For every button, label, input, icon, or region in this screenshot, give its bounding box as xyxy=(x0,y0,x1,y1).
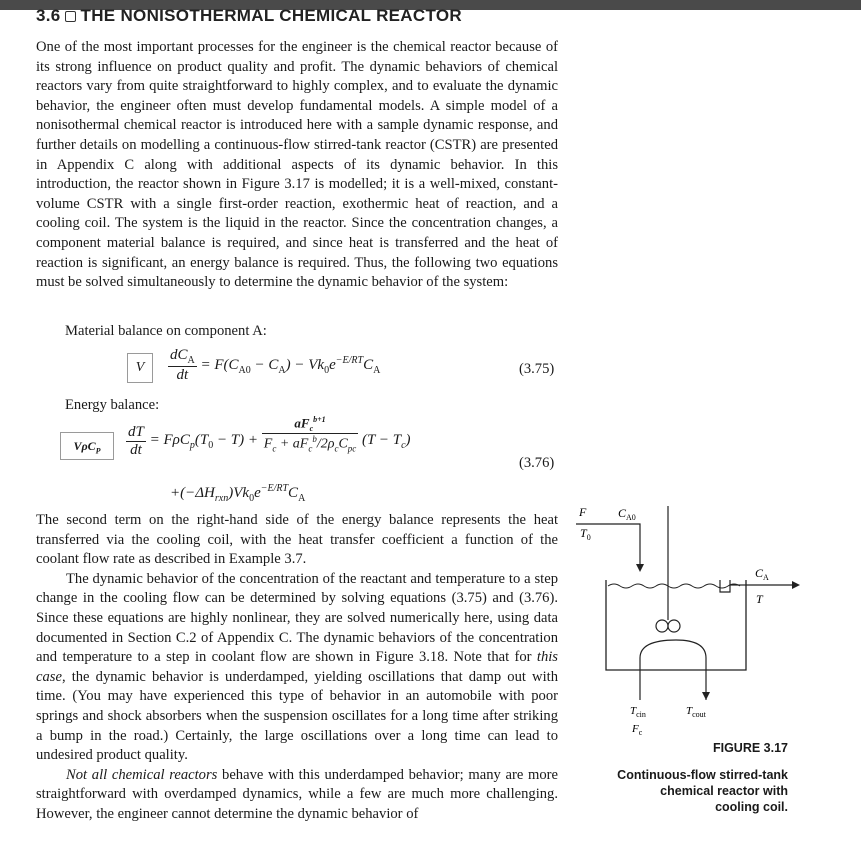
coolant-out-temp-label: $T_{cout}$ xyxy=(686,705,706,719)
intro-paragraph xyxy=(36,38,558,293)
section-heading xyxy=(36,6,462,26)
section-number: 3.6 xyxy=(36,6,61,25)
section-title: THE NONISOTHERMAL CHEMICAL REACTOR xyxy=(80,6,462,25)
dynamics-paragraph: The dynamic behavior of the concentration of the reactant and temperature to a step change in the cooling flow can be determined by solving equations (3.75) and (3.76). Since these equations are highly nonlinear, they are solved numerically here, using data documented in Section C.2 of Appendix C. The dynamic behaviors of the concentration and temperature to a step in coolant flow are shown in Figure 3.18. Note that for this case, the dynamic behavior is underdamped, yielding oscillations that damp out with time. (You may have experienced this type of behavior in an automobile with poor springs and shock absorbers when the suspension oscillates for a long time after striking a bump in the road.) Certainly, the large oscillations over a long time can lead to undesired product quality. xyxy=(36,570,558,764)
figure-caption xyxy=(598,767,788,815)
eq-3-76-coil-fraction: $\frac{aF_c^{b+1}}{F_c + aF_c^b/2\rho_cC_{pc}}$ xyxy=(263,415,357,454)
eq-3-76-capacity-box: VρC$_P$ xyxy=(60,432,114,460)
coolant-out-arrow-icon xyxy=(702,692,710,700)
eq-3-76: $\frac{dT}{dt}$ = $F\rho C_p(T_0 - T)$ + $\frac{aF_c^{b+1}}{F_c + aF_c^b/2\rho_cC_{pc}}$ $(T - T_c)$ xyxy=(128,415,411,458)
intro-text: One of the most important processes for the engineer is the chemical reactor because of its strong influence on product quality and profit. The dynamic behaviors of chemical reactors vary from quite straightforward to highly complex, and to evaluate the dynamic behavior, the engineer often must develop fundamental models. A simple model of a nonisothermal chemical reactor is introduced here with a sample dynamic response, and further details on modelling a continuous-flow stirred-tank reactor (CSTR) are presented in Appendix C along with additional aspects of its dynamic behavior. In this introduction, the reactor shown in Figure 3.17 is modelled; it is a well-mixed, constant-volume CSTR with a single first-order reaction, exothermic heat of reaction, and a cooling coil. The system is the liquid in the reactor. Since the concentration changes, a component material balance is required, and since heat is transferred and the heat of reaction is significant, an energy balance is required. Thus, the following two equations must be solved simultaneously to determine the dynamic behavior of the system: xyxy=(36,39,558,291)
eq-3-75-derivative: $\frac{dC_A}{dt}$ xyxy=(170,347,195,383)
material-balance-label: Material balance on component A: xyxy=(65,323,267,339)
body-paragraphs xyxy=(36,511,558,825)
eq-3-75-volume-box: V xyxy=(127,353,153,383)
coolant-flow-label: $F_c$ xyxy=(632,723,643,737)
feed-flow-label: F xyxy=(579,505,587,519)
eq-3-75-number: (3.75) xyxy=(519,361,555,377)
outlet-arrow-icon xyxy=(792,581,800,589)
coil-paragraph: The second term on the right-hand side of the energy balance represents the heat transferred via the cooling coil, with the heat transfer coefficient a function of the coolant flow rate as described in Example 3.7. xyxy=(36,512,558,568)
cstr-diagram xyxy=(570,500,810,750)
eq-3-76-derivative: $\frac{dT}{dt}$ xyxy=(128,424,144,458)
energy-balance-label: Energy balance: xyxy=(65,397,160,413)
feed-conc-label: $C_{A0}$ xyxy=(618,506,636,522)
eq-3-76-number: (3.76) xyxy=(519,455,555,471)
outlet-conc-label: $C_A$ xyxy=(755,566,769,582)
figure-caption-line-1: Continuous-flow stirred-tank xyxy=(617,768,788,782)
eq-3-75: $\frac{dC_A}{dt}$ = $F(C_{A0} - C_A) - Vk_0e^{-E/RT}C_A$ xyxy=(170,347,381,383)
tank-walls xyxy=(606,580,746,670)
eq-3-76-line2: $+(-\Delta H_{rxn})Vk_0e^{-E/RT}C_A$ xyxy=(170,483,306,504)
square-bullet-icon xyxy=(65,11,76,22)
reactors-paragraph: Not all chemical reactors behave with this underdamped behavior; many are more straightforward with overdamped dynamics, while a few are much more challenging. However, the engineer cannot determine the dynamic behavior of xyxy=(36,766,558,822)
figure-caption-line-2: chemical reactor with xyxy=(660,784,788,798)
coolant-in-temp-label: $T_{cin}$ xyxy=(630,705,646,719)
figure-number: FIGURE 3.17 xyxy=(712,741,788,755)
impeller-blade-left xyxy=(656,620,668,632)
impeller-blade-right xyxy=(668,620,680,632)
feed-temp-label: $T_0$ xyxy=(580,526,591,542)
figure-caption-line-3: cooling coil. xyxy=(715,800,788,814)
outlet-temp-label: T xyxy=(756,592,763,606)
feed-arrow-icon xyxy=(636,564,644,572)
